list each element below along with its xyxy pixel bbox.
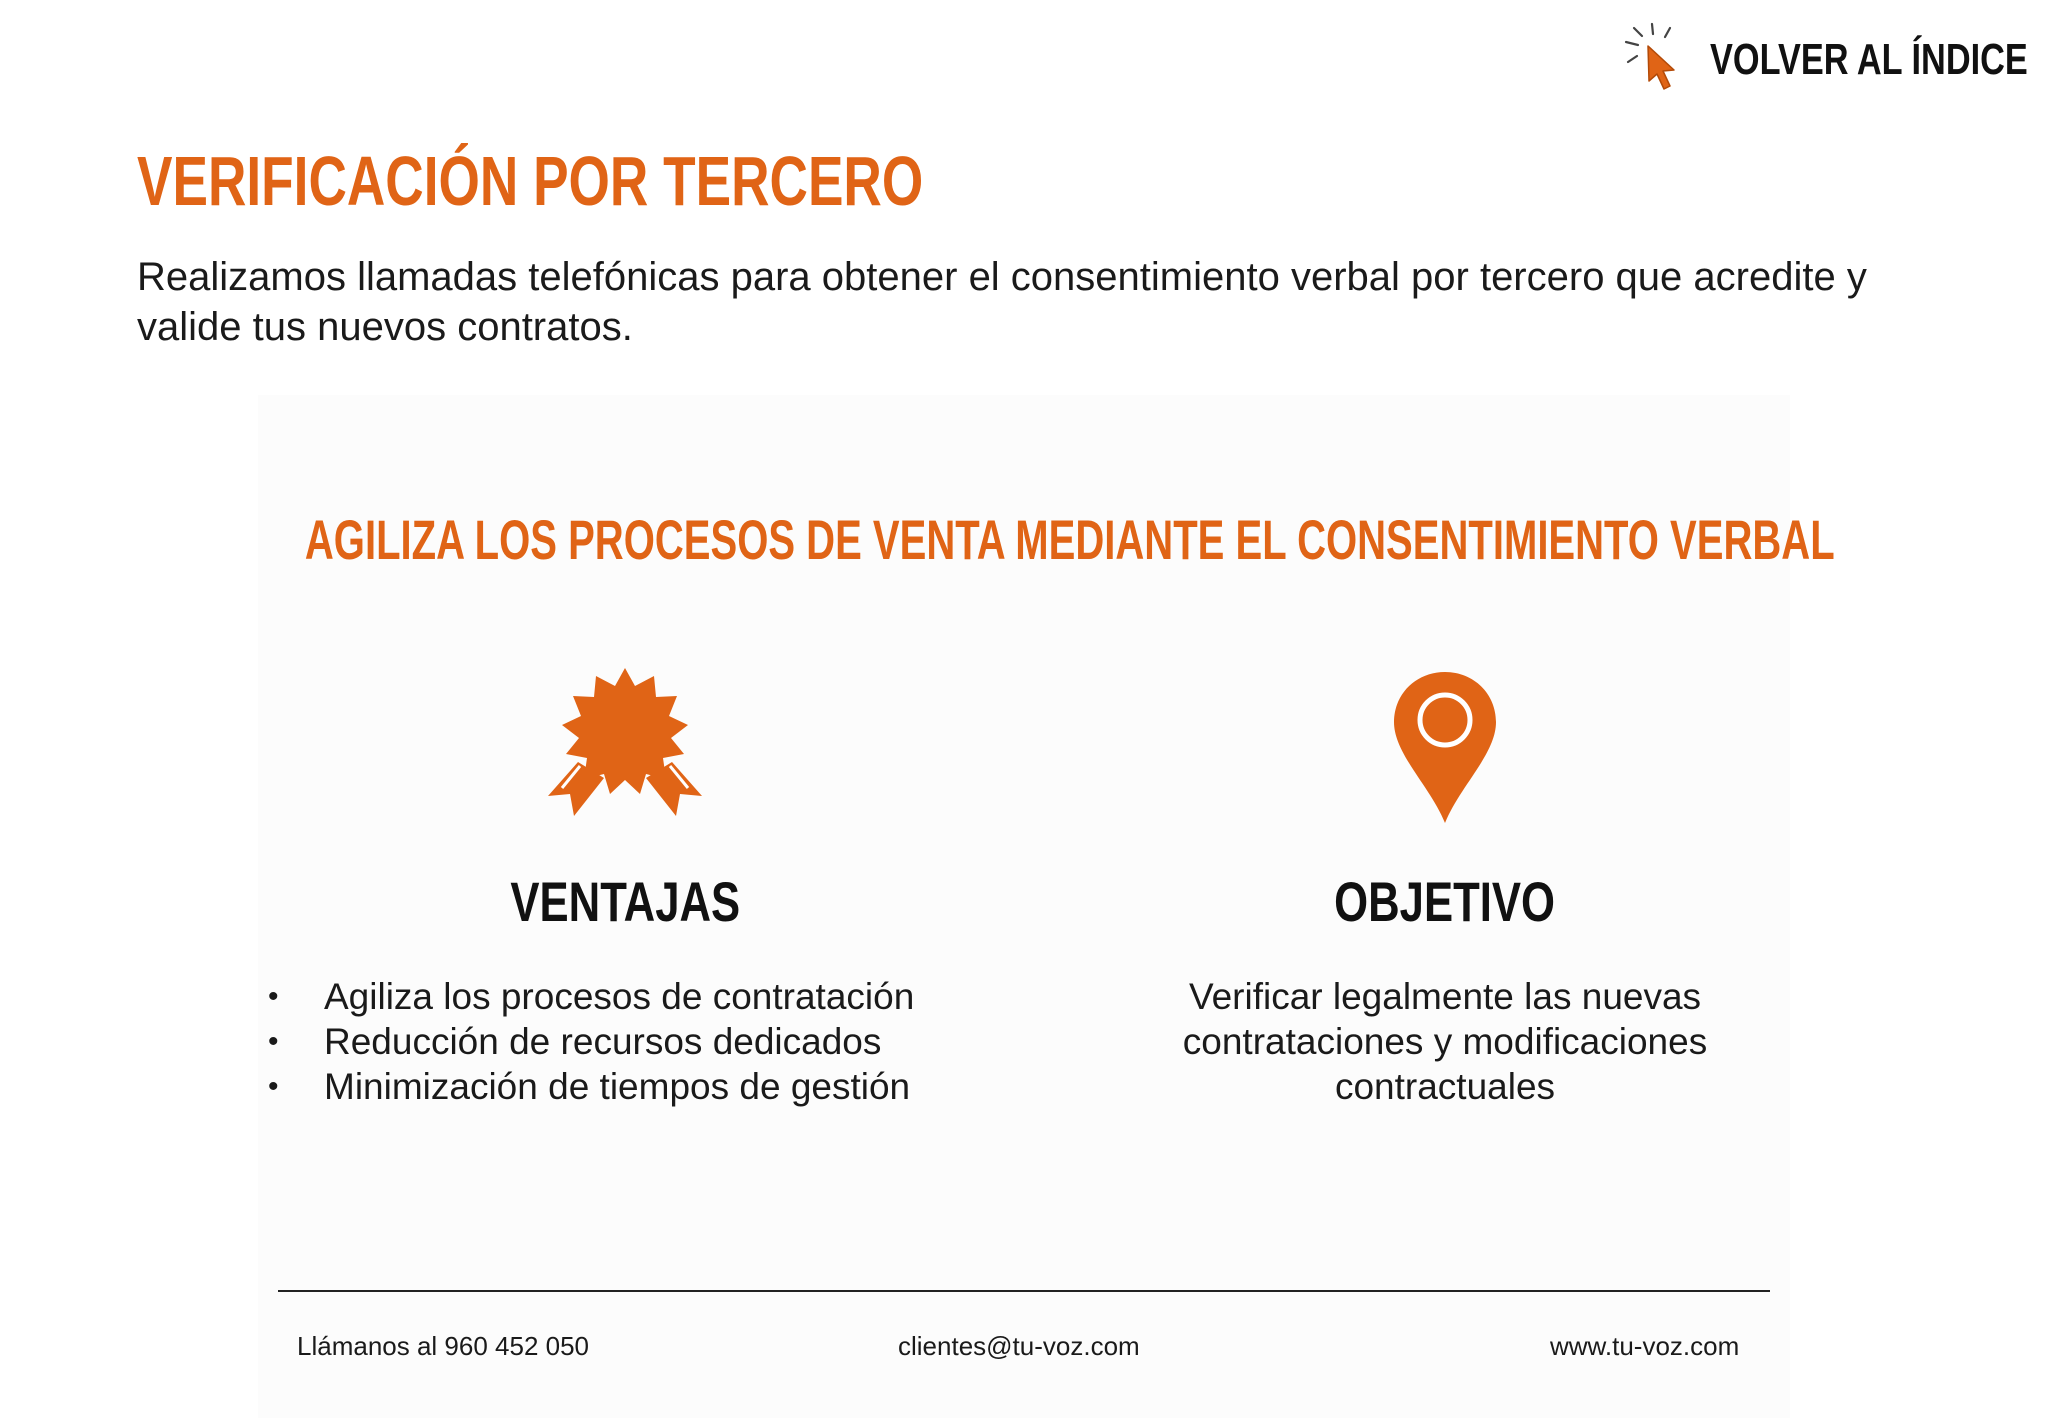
objective-heading: [1095, 868, 1795, 936]
location-pin-icon: [1390, 668, 1500, 828]
bullet-icon: •: [268, 980, 279, 1013]
footer-phone: Llámanos al 960 452 050: [297, 1331, 590, 1361]
section-subtitle: [0, 505, 2048, 575]
cursor-click-icon: [1620, 20, 1698, 100]
back-to-index-label: VOLVER AL ÍNDICE: [1710, 35, 2028, 84]
list-item: [260, 974, 914, 1019]
bullet-icon: •: [268, 1070, 279, 1103]
objective-text: Verificar legalmente las nuevas contrataciones y modificaciones contractuales: [1182, 976, 1708, 1107]
intro-text: Realizamos llamadas telefónicas para obtener el consentimiento verbal por tercero que acredite y valide tus nuevos contratos.: [137, 255, 1867, 349]
footer-divider: [278, 1290, 1770, 1292]
list-item-text: Reducción de recursos dedicados: [324, 1021, 882, 1062]
objective-heading-text: OBJETIVO: [1334, 870, 1556, 933]
advantages-heading: [275, 868, 975, 936]
list-item-text: Agiliza los procesos de contratación: [324, 976, 915, 1017]
advantages-heading-text: VENTAJAS: [510, 870, 740, 933]
page-title: VERIFICACIÓN POR TERCERO: [137, 142, 924, 220]
bullet-icon: •: [268, 1025, 279, 1058]
list-item-text: Minimización de tiempos de gestión: [324, 1066, 911, 1107]
back-to-index-link[interactable]: [1620, 20, 2048, 100]
section-subtitle-text: AGILIZA LOS PROCESOS DE VENTA MEDIANTE EL CONSENTIMIENTO VERBAL: [304, 508, 1835, 571]
footer-website: www.tu-voz.com: [1550, 1331, 1740, 1361]
list-item: [260, 1019, 914, 1064]
advantages-list: [260, 974, 914, 1109]
footer-email: clientes@tu-voz.com: [898, 1331, 1140, 1361]
award-badge-icon: [540, 666, 710, 826]
list-item: [260, 1064, 914, 1109]
